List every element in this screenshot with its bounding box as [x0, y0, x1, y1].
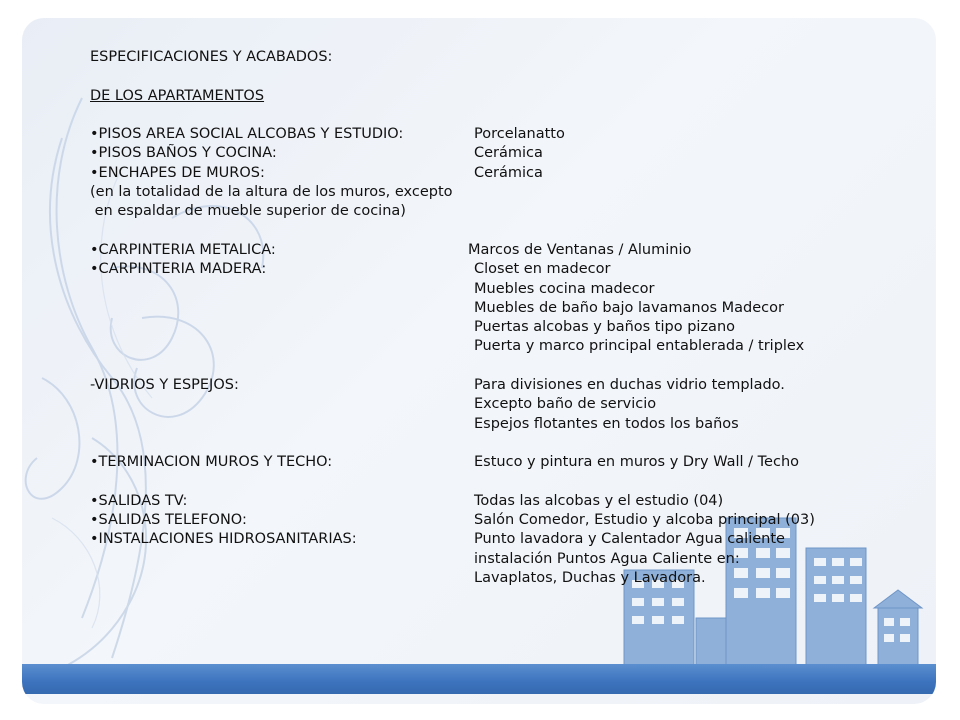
spec-row: [90, 395, 657, 414]
spec-row: [90, 164, 543, 183]
spec-value: Puerta y marco principal entablerada / triplex: [474, 338, 805, 355]
spec-value: instalación Puntos Agua Caliente en:: [474, 550, 740, 567]
spec-note: (en la totalidad de la altura de los muros, excepto: [90, 184, 453, 201]
spec-row: [90, 299, 784, 318]
spec-value: Puertas alcobas y baños tipo pizano: [474, 319, 735, 336]
spec-label: •TERMINACION MUROS Y TECHO:: [90, 454, 333, 471]
spec-label: •INSTALACIONES HIDROSANITARIAS:: [90, 531, 357, 548]
spec-label: •PISOS BAÑOS Y COCINA:: [90, 145, 277, 162]
spec-row: [90, 550, 740, 569]
spec-value: Muebles de baño bajo lavamanos Madecor: [474, 299, 784, 316]
spec-value: Cerámica: [474, 145, 543, 162]
spec-label: •PISOS AREA SOCIAL ALCOBAS Y ESTUDIO:: [90, 126, 404, 143]
spec-label: •ENCHAPES DE MUROS:: [90, 164, 265, 181]
spec-value: Cerámica: [474, 164, 543, 181]
spec-row: [90, 569, 706, 588]
spec-row: [90, 453, 800, 472]
spec-row: [90, 376, 785, 395]
spec-value: Estuco y pintura en muros y Dry Wall / Techo: [474, 454, 800, 471]
spec-label: -VIDRIOS Y ESPEJOS:: [90, 377, 239, 394]
spec-row: [90, 260, 611, 279]
spec-row: [90, 280, 655, 299]
spec-value: Todas las alcobas y el estudio (04): [474, 492, 724, 509]
spec-value: Salón Comedor, Estudio y alcoba principal (03): [474, 512, 815, 529]
spec-value: Punto lavadora y Calentador Agua caliente: [474, 531, 785, 548]
spec-value: Porcelanatto: [474, 126, 565, 143]
spec-value: Para divisiones en duchas vidrio templado.: [474, 377, 785, 394]
spec-label: •SALIDAS TELEFONO:: [90, 512, 247, 529]
spec-value: Excepto baño de servicio: [474, 396, 657, 413]
spec-value: Marcos de Ventanas / Aluminio: [468, 241, 692, 258]
spec-value: Lavaplatos, Duchas y Lavadora.: [474, 570, 706, 587]
spec-value: Closet en madecor: [474, 261, 611, 278]
spec-row: [90, 125, 565, 144]
spec-label: •CARPINTERIA MADERA:: [90, 261, 267, 278]
title: ESPECIFICACIONES Y ACABADOS:: [90, 49, 333, 65]
specifications-text: [90, 48, 815, 588]
bottom-blue-band: [22, 664, 936, 694]
spec-row: [90, 530, 785, 549]
spec-row: [90, 241, 692, 260]
spec-note: en espaldar de mueble superior de cocina): [90, 203, 406, 220]
spec-row: [90, 318, 735, 337]
spec-value: Espejos flotantes en todos los baños: [474, 415, 739, 432]
spec-row: [90, 415, 739, 434]
subtitle: DE LOS APARTAMENTOS: [90, 87, 265, 104]
spec-row: [90, 511, 815, 530]
spec-row: [90, 144, 543, 163]
spec-label: •CARPINTERIA METALICA:: [90, 241, 276, 258]
spec-row: [90, 337, 805, 356]
spec-value: Muebles cocina madecor: [474, 280, 655, 297]
spec-label: •SALIDAS TV:: [90, 492, 188, 509]
spec-row: [90, 492, 724, 511]
